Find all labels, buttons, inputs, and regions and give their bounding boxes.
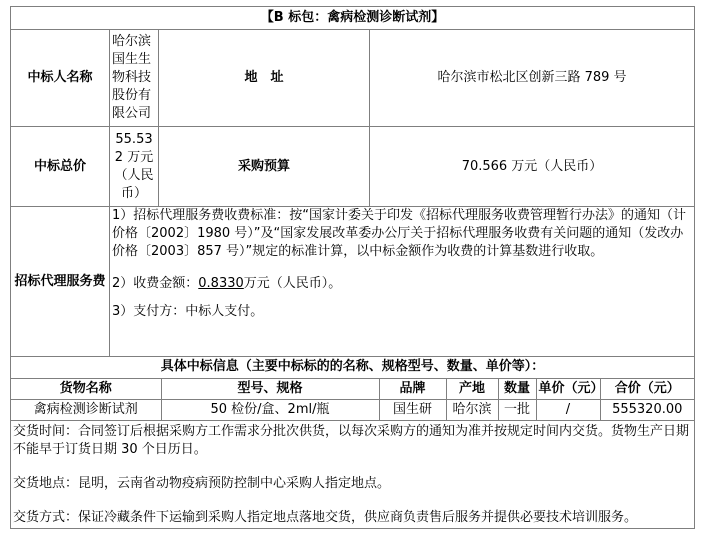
bid-result-table xyxy=(10,6,695,529)
agency-fee-content xyxy=(110,207,695,357)
fee-amount-prefix: 2）收费金额： xyxy=(112,276,199,291)
col-quantity: 数量 xyxy=(498,378,536,399)
fee-payer: 3）支付方：中标人支付。 xyxy=(112,304,264,319)
col-origin: 产地 xyxy=(446,378,498,399)
winner-name: 哈尔滨国生生物科技股份有限公司 xyxy=(110,30,159,127)
total-price-value: 55.532 万元（人民币） xyxy=(110,127,159,207)
detail-section xyxy=(11,357,695,421)
col-brand: 品牌 xyxy=(379,378,446,399)
col-unit-price: 单价（元） xyxy=(536,378,600,399)
delivery-method: 交货方式：保证冷藏条件下运输到采购人指定地点落地交货，供应商负责售后服务并提供必要技术培训服务。 xyxy=(13,510,638,525)
col-goods-name: 货物名称 xyxy=(11,378,161,399)
cell-quantity: 一批 xyxy=(498,399,536,420)
lot-header: 【B 标包：禽病检测诊断试剂】 xyxy=(11,7,695,30)
agency-fee-label: 招标代理服务费 xyxy=(11,207,110,357)
detail-table xyxy=(11,357,694,420)
fee-amount-value: 0.8330 xyxy=(198,276,244,291)
cell-origin: 哈尔滨 xyxy=(446,399,498,420)
winner-address: 哈尔滨市松北区创新三路 789 号 xyxy=(370,30,695,127)
budget-value: 70.566 万元（人民币） xyxy=(370,127,695,207)
delivery-place: 交货地点：昆明，云南省动物疫病预防控制中心采购人指定地点。 xyxy=(13,476,391,491)
cell-total-price: 555320.00 xyxy=(600,399,694,420)
address-label: 地 址 xyxy=(159,30,370,127)
col-total-price: 合价（元） xyxy=(600,378,694,399)
budget-label: 采购预算 xyxy=(159,127,370,207)
cell-goods-name: 禽病检测诊断试剂 xyxy=(11,399,161,420)
col-model-spec: 型号、规格 xyxy=(161,378,379,399)
total-price-label: 中标总价 xyxy=(11,127,110,207)
agency-fee-standard: 1）招标代理服务费收费标准：按“国家计委关于印发《招标代理服务收费管理暂行办法》的通知（计价格〔2002〕1980 号）”及“国家发展改革委办公厅关于招标代理服务收费有关问题的通知（发改办价格〔2003〕857 号）”规定的标准计算，以中标金额作为收费的计算基数进行收取。 xyxy=(112,208,687,259)
detail-title: 具体中标信息（主要中标标的的名称、规格型号、数量、单价等）： xyxy=(11,357,694,378)
delivery-time: 交货时间：合同签订后根据采购方工作需求分批次供货，以每次采购方的通知为准并按规定时间内交货。货物生产日期不能早于订货日期 30 个日历日。 xyxy=(13,424,690,457)
winner-label: 中标人名称 xyxy=(11,30,110,127)
agency-fee-amount xyxy=(112,275,692,293)
delivery-section xyxy=(11,421,695,529)
cell-unit-price: / xyxy=(536,399,600,420)
fee-amount-suffix: 万元（人民币）。 xyxy=(243,276,342,291)
detail-header-row xyxy=(11,378,694,399)
table-row xyxy=(11,399,694,420)
cell-brand: 国生研 xyxy=(379,399,446,420)
cell-model-spec: 50 检份/盒、2ml/瓶 xyxy=(161,399,379,420)
